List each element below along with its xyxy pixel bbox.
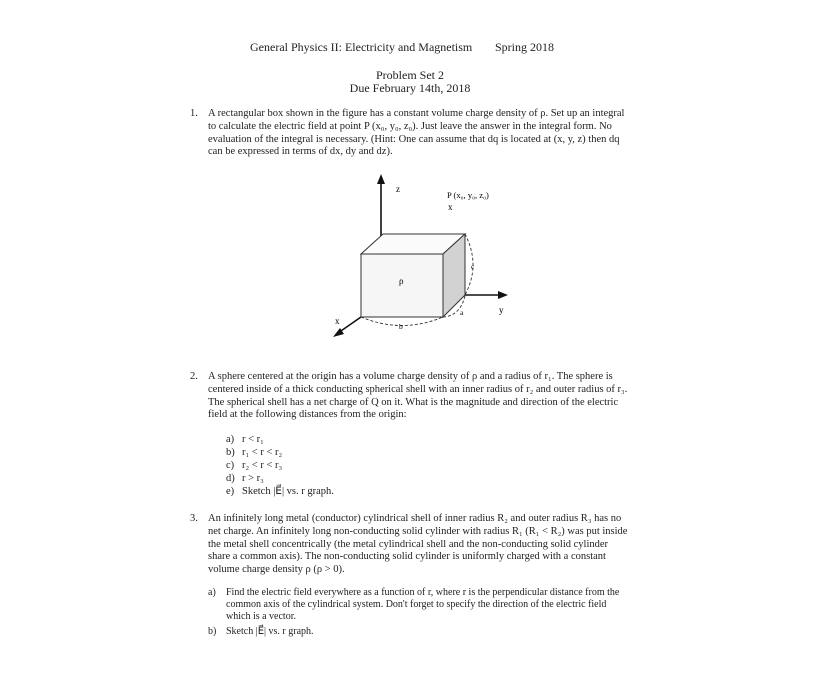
- part-label: a): [226, 434, 235, 445]
- part-text: r < r₁: [242, 434, 264, 445]
- part-label: b): [208, 626, 217, 637]
- course-title: General Physics II: Electricity and Magnetism: [250, 40, 473, 54]
- part-2e: [226, 486, 334, 499]
- point-p-marker: x: [448, 202, 453, 212]
- part-label: a): [208, 587, 216, 598]
- part-label: b): [226, 447, 235, 458]
- z-axis-label: z: [396, 184, 400, 194]
- part-text: r > r₃: [242, 473, 264, 484]
- problem-text: A rectangular box shown in the figure has a constant volume charge density of ρ. Set up an integral to calculate the electric field at point P (x₀, y₀, z₀). Just leave the answer in the integral form. No evaluation of the integral is necessary. (Hint: One can assume that dq is located at (x, y, z) then dq can be expressed in terms of dx, dy and dz).: [208, 108, 625, 158]
- part-text: Sketch |E⃗| vs. r graph.: [242, 486, 334, 497]
- problem-text: A sphere centered at the origin has a volume charge density of ρ and a radius of r₁. The sphere is centered inside of a thick conducting spherical shell with an inner radius of r₂ and outer radius of r₃. The spherical shell has a net charge of Q on it. What is the magnitude and direction of the electric field at the following distances from the origin:: [208, 371, 628, 421]
- part-label: c): [226, 460, 235, 471]
- dimension-c-label: c: [471, 262, 475, 271]
- part-2a: [226, 434, 264, 447]
- problem-set-title: Problem Set 2: [376, 68, 444, 82]
- problem-number: 1.: [190, 108, 198, 119]
- part-text: r₂ < r < r₃: [242, 460, 283, 471]
- part-text: r₁ < r < r₂: [242, 447, 283, 458]
- dimension-b-label: b: [399, 322, 403, 331]
- rho-label: ρ: [399, 276, 404, 286]
- part-text: Find the electric field everywhere as a function of r, where r is the perpendicular distance from the common axis of the cylindrical system. Don't forget to specify the direction of the electric field which is a vector.: [226, 587, 620, 623]
- due-date: Due February 14th, 2018: [349, 81, 471, 95]
- part-2d: [226, 473, 264, 486]
- part-2b: [226, 447, 282, 460]
- problem-number: 3.: [190, 513, 198, 524]
- problem-text: An infinitely long metal (conductor) cylindrical shell of inner radius R₂ and outer radius R₃ has no net charge. An infinitely long non-conducting solid cylinder with radius R₁ (R₁ < R₂) was put inside the metal shell concentrically (the metal cylindrical shell and the non-conducting solid cylinder share a common axis). The non-conducting solid cylinder is uniformly charged with a constant volume charge density ρ (ρ > 0).: [208, 513, 628, 576]
- y-axis-arrowhead: [498, 291, 508, 299]
- part-label: d): [226, 473, 235, 484]
- part-2c: [226, 460, 282, 473]
- z-axis-arrowhead: [377, 174, 385, 184]
- problem-number: 2.: [190, 371, 198, 382]
- part-label: e): [226, 486, 235, 497]
- dimension-a-label: a: [460, 308, 464, 317]
- x-axis-label: x: [335, 316, 340, 326]
- term-label: Spring 2018: [495, 40, 555, 54]
- point-p-label: P (x₀, y₀, z₀): [447, 190, 489, 200]
- y-axis-label: y: [499, 305, 504, 315]
- part-text: Sketch |E⃗| vs. r graph.: [226, 626, 314, 637]
